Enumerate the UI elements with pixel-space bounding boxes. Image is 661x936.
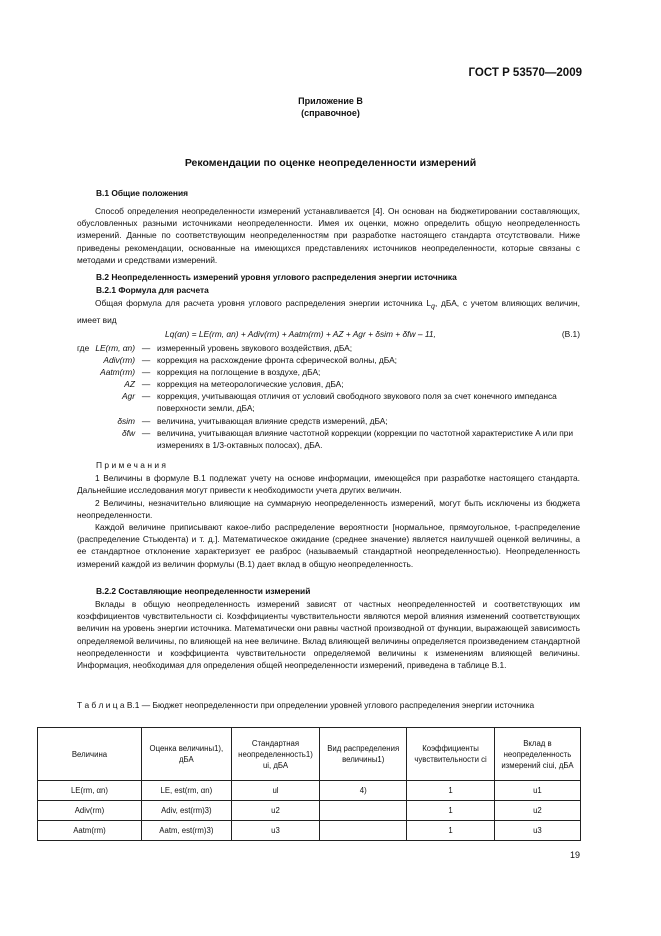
table-cell: 4): [320, 781, 407, 801]
formula-b1: Lq(αn) = LE(rm, αn) + Adiv(rm) + Aatm(rm) + AZ + Agr + δsim + δfw – 11,: [165, 329, 436, 339]
table-cell: u2: [494, 801, 580, 821]
definition-item: Agr — коррекция, учитывающая отличия от условий свободного звукового поля за счет конечного импеданса поверхности земли, дБА;: [121, 391, 557, 414]
section-b21-heading: В.2.1 Формула для расчета: [96, 285, 209, 295]
table-header-row: [38, 728, 581, 781]
formula-intro: Общая формула для расчета уровня углового распределения энергии источника $L_q$, дБА, с учетом влияющих величин, имеет вид: [77, 298, 580, 325]
note-1: 1 Величины в формуле В.1 подлежат учету на основе информации, имеющейся при разработке настоящего стандарта. Дальнейшие исследования могут привести к необходимости учета других величин.: [77, 473, 580, 496]
table-cell: u3: [494, 821, 580, 841]
definition-item: Adiv(rm) — коррекция на расхождение фронта сферической волны, дБА;: [103, 355, 397, 366]
standard-code: ГОСТ Р 53570—2009: [468, 67, 582, 79]
distribution-paragraph: Каждой величине приписывают какое-либо распределение вероятности [нормальное, прямоугольное, t-распределение (распределение Стьюдента) и т. д.]. Математическое ожидание (среднее значение) является наилучшей оценкой величины, а ее стандартное отклонение характеризует ее разброс (называемый стандартной неопределенностью). Неопределенность измерений каждой из величин формулы (В.1) дает вклад в общую неопределенность.: [77, 522, 580, 569]
table-cell: 1: [407, 821, 495, 841]
definition-item: LE(rm, αn) — измеренный уровень звукового воздействия, дБА;: [95, 343, 353, 353]
header-cell: Коэффициенты чувствительности ci: [407, 728, 495, 781]
table-cell: u2: [231, 801, 319, 821]
table-cell: LE(rm, αn): [38, 781, 142, 801]
header-cell: Вид распределения величины1): [320, 728, 407, 781]
document-title: Рекомендации по оценке неопределенности измерений: [184, 157, 477, 169]
header-cell: Вклад в неопределенность измерений ciui, дБА: [494, 728, 580, 781]
components-paragraph: Вклады в общую неопределенность измерений зависят от частных неопределенностей и соответствующих им коэффициентов чувствительности ci. Коэффициенты чувствительности являются мерой влияния изменений соответствующих величин на уровень энергии источника. Математически они равны частной производной от функции, выражающей зависимость определяемой величины, по влияющей на нее величине. Вклад влияющей величины определяется произведением стандартной неопределенности и коэффициента чувствительности определяемой величины к изменениям влияющей величины. Информация, необходимая для определения общей неопределенности измерений, приведена в таблице В.1.: [77, 599, 581, 671]
section-b22-heading: В.2.2 Составляющие неопределенности измерений: [96, 586, 311, 596]
appendix-title: Приложение В: [298, 96, 363, 106]
table-cell: u1: [494, 781, 580, 801]
table-row: [38, 781, 581, 801]
uncertainty-budget-table: [37, 727, 581, 841]
page-number: 19: [569, 850, 580, 860]
formula-number: (В.1): [561, 329, 580, 339]
note-2: 2 Величины, незначительно влияющие на суммарную неопределенность измерений, могут быть исключены из бюджета неопределенности.: [77, 498, 580, 521]
table-cell: [320, 821, 407, 841]
where-label: где: [77, 343, 90, 353]
definition-item: AZ — коррекция на метеорологические условия, дБА;: [124, 379, 344, 390]
definitions-list: [77, 342, 580, 451]
table-caption: Т а б л и ц а В.1 — Бюджет неопределенности при определении уровней углового распределения энергии источника: [77, 700, 535, 710]
header-cell: Величина: [38, 728, 142, 781]
definition-item: δsim — величина, учитывающая влияние средств измерений, дБА;: [117, 415, 388, 426]
table-cell: u3: [231, 821, 319, 841]
table-cell: Aatm, est(rm)3): [141, 821, 231, 841]
table-cell: Adiv(rm): [38, 801, 142, 821]
section-b2-heading: В.2 Неопределенность измерений уровня углового распределения энергии источника: [96, 272, 457, 282]
table-cell: 1: [407, 781, 495, 801]
table-row: [38, 821, 581, 841]
table-cell: Adiv, est(rm)3): [141, 801, 231, 821]
notes-heading: Примечания: [96, 460, 169, 470]
table-cell: [320, 801, 407, 821]
table-cell: ul: [231, 781, 319, 801]
table-cell: 1: [407, 801, 495, 821]
definition-item: δfw — величина, учитывающая влияние частотной коррекции (коррекции по частотной характеристике A или при измерениях в 1/3-октавных полосах), дБА.: [121, 427, 574, 450]
table-row: [38, 801, 581, 821]
header-cell: Стандартная неопределенность1) ui, дБА: [231, 728, 319, 781]
section-b1-paragraph: Способ определения неопределенности измерений устанавливается [4]. Он основан на бюджетировании составляющих, обусловленных разными источниками неопределенности. Имея их оценки, можно определить общую неопределенность измерений. Данные по соответствующим неопределенностям при разработке настоящего стандарта отсутствовали. Ниже приведены рекомендации, основанные на имеющихся представлениях источников неопределенности, которые связаны с методами и средствами измерений.: [77, 206, 580, 265]
table-cell: Aatm(rm): [38, 821, 142, 841]
definition-item: Aatm(rm) — коррекция на поглощение в воздухе, дБА;: [100, 367, 321, 378]
table-cell: LE, est(rm, αn): [141, 781, 231, 801]
header-cell: Оценка величины1), дБА: [141, 728, 231, 781]
appendix-subtitle: (справочное): [301, 108, 360, 118]
section-b1-heading: В.1 Общие положения: [96, 188, 189, 198]
